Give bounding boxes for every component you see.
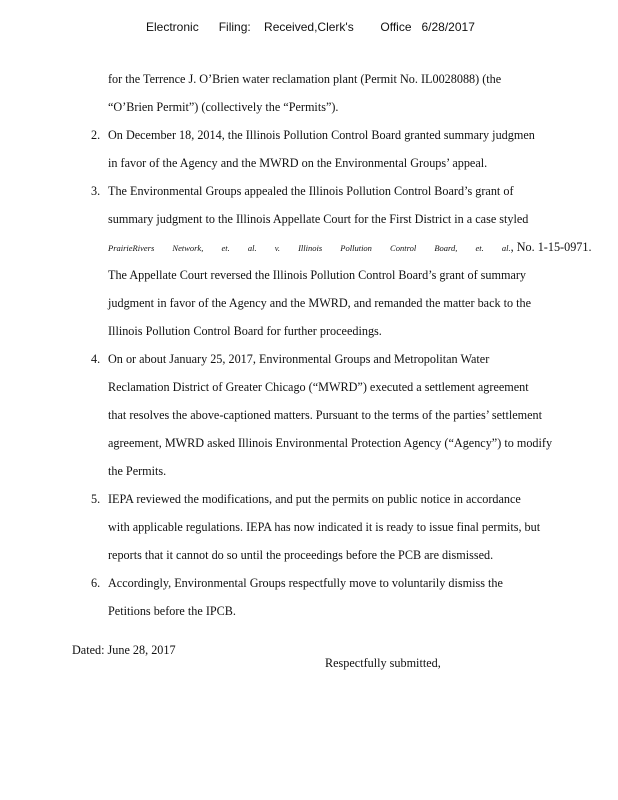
paragraph-4-line-1: On or about January 25, 2017, Environmental Groups and Metropolitan Water xyxy=(108,352,490,366)
paragraph-4-line-3: that resolves the above-captioned matters. Pursuant to the terms of the parties’ settlement xyxy=(108,408,542,422)
paragraph-2-line-1: On December 18, 2014, the Illinois Pollution Control Board granted summary judgmen xyxy=(108,128,535,142)
paragraph-4-line-5: the Permits. xyxy=(108,464,167,478)
paragraph-5-number: 5. xyxy=(91,492,101,506)
paragraph-3-case-line xyxy=(108,240,592,255)
case-number: , No. 1-15-0971. xyxy=(510,240,592,254)
paragraph-2-line-2: in favor of the Agency and the MWRD on the Environmental Groups’ appeal. xyxy=(108,156,488,170)
paragraph-4-line-4: agreement, MWRD asked Illinois Environmental Protection Agency (“Agency”) to modify xyxy=(108,436,553,450)
paragraph-3-line-1: The Environmental Groups appealed the Illinois Pollution Control Board’s grant of xyxy=(108,184,514,198)
paragraph-4-line-2: Reclamation District of Greater Chicago (“MWRD”) executed a settlement agreement xyxy=(108,380,529,394)
paragraph-5-line-1: IEPA reviewed the modifications, and put the permits on public notice in accordance xyxy=(108,492,521,506)
paragraph-5-line-3: reports that it cannot do so until the proceedings before the PCB are dismissed. xyxy=(108,548,494,562)
paragraph-3-line-6: Illinois Pollution Control Board for further proceedings. xyxy=(108,324,382,338)
case-style: PrairieRivers Network, et. al. v. Illinois Pollution Control Board, et. al. xyxy=(108,243,511,253)
paragraph-2-number: 2. xyxy=(91,128,101,142)
paragraph-1-line-2: “O’Brien Permit”) (collectively the “Permits”). xyxy=(108,100,339,114)
paragraph-3-line-4: The Appellate Court reversed the Illinois Pollution Control Board’s grant of summary xyxy=(108,268,527,282)
paragraph-4-number: 4. xyxy=(91,352,101,366)
filing-stamp-header: Electronic Filing: Received,Clerk's Office 6/28/2017 xyxy=(146,20,475,34)
paragraph-6-line-2: Petitions before the IPCB. xyxy=(108,604,236,618)
paragraph-3-line-5: judgment in favor of the Agency and the MWRD, and remanded the matter back to the xyxy=(108,296,532,310)
paragraph-3-number: 3. xyxy=(91,184,101,198)
dated-line: Dated: June 28, 2017 xyxy=(72,643,176,657)
paragraph-5-line-2: with applicable regulations. IEPA has now indicated it is ready to issue final permits, but xyxy=(108,520,541,534)
paragraph-6-line-1: Accordingly, Environmental Groups respectfully move to voluntarily dismiss the xyxy=(108,576,503,590)
signature-block: Respectfully submitted, xyxy=(325,656,441,670)
paragraph-3-line-2: summary judgment to the Illinois Appellate Court for the First District in a case styled xyxy=(108,212,529,226)
paragraph-6-number: 6. xyxy=(91,576,101,590)
paragraph-1-line-1: for the Terrence J. O’Brien water reclamation plant (Permit No. IL0028088) (the xyxy=(108,72,502,86)
